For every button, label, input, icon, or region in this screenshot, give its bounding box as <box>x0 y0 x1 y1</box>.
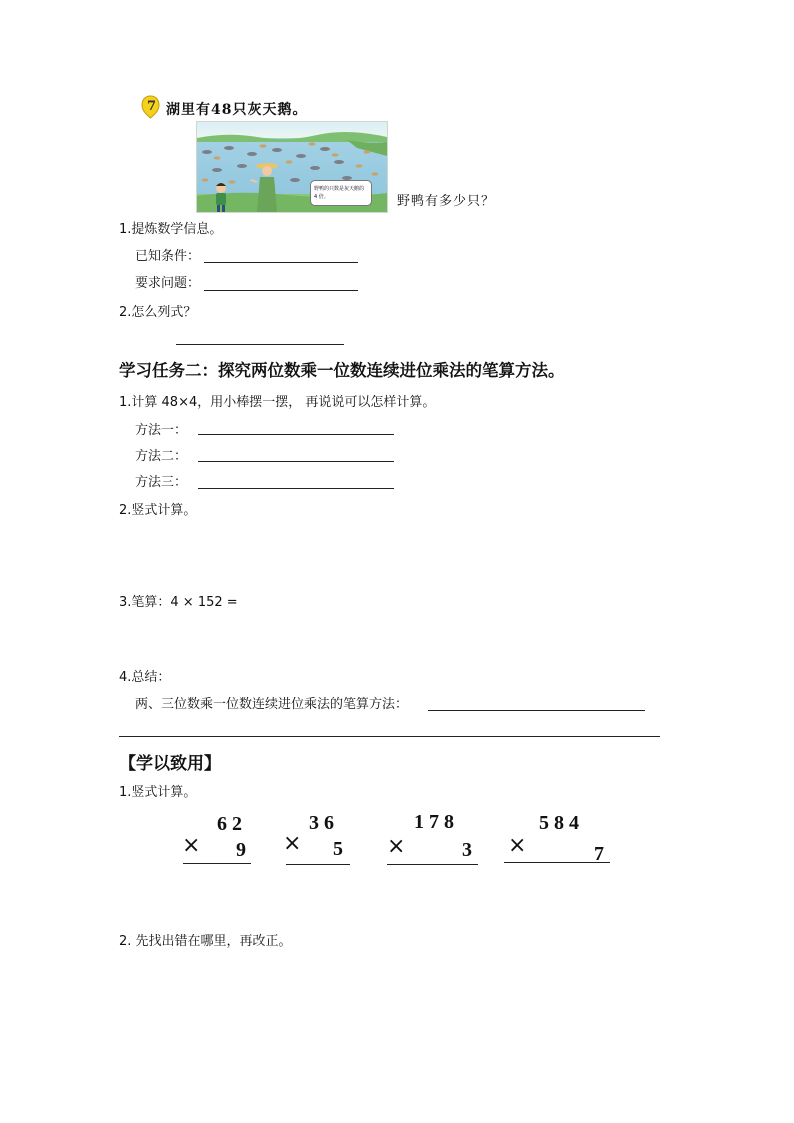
summary-label: 两、三位数乘一位数连续进位乘法的笔算方法： <box>135 697 409 712</box>
example-number: 7 <box>147 99 157 114</box>
question-asked-blank[interactable] <box>204 290 358 291</box>
method-1-label: 方法一： <box>135 423 188 438</box>
example-statement: 湖里有48只灰天鹅。 <box>166 102 308 118</box>
problem-4-times-sign: × <box>508 833 527 858</box>
problem-3-multiplicand: 1 7 8 <box>414 811 454 833</box>
apply-title: 【学以致用】 <box>119 754 221 774</box>
method-1-blank[interactable] <box>198 434 394 435</box>
question-asked-label: 要求问题： <box>135 276 201 291</box>
method-2-blank[interactable] <box>198 461 394 462</box>
problem-3-times-sign: × <box>387 834 406 859</box>
summary-blank-2[interactable] <box>119 736 660 737</box>
speech-bubble: 野鸭的只数是灰天鹅的 4 倍。 <box>310 180 372 206</box>
problem-1-answer-line[interactable] <box>183 863 251 864</box>
task2-q1: 1.计算 48×4，用小棒摆一摆， 再说说可以怎样计算。 <box>119 395 436 410</box>
task2-q3: 3.笔算：4 × 152 = <box>119 595 238 610</box>
problem-4-multiplicand: 5 8 4 <box>539 812 579 834</box>
example-number-badge <box>141 95 160 119</box>
lake-illustration <box>196 121 388 213</box>
problem-2-answer-line[interactable] <box>286 864 350 865</box>
known-conditions-label: 已知条件： <box>135 249 201 264</box>
task2-q4: 4.总结： <box>119 670 171 685</box>
method-3-label: 方法三： <box>135 475 188 490</box>
problem-2-multiplier: 5 <box>333 838 343 860</box>
problem-1-multiplicand: 6 2 <box>217 813 242 835</box>
problem-1-multiplier: 9 <box>236 839 246 861</box>
q2-how-to-write: 2.怎么列式？ <box>119 305 197 320</box>
problem-2-times-sign: × <box>283 831 302 856</box>
problem-3-answer-line[interactable] <box>387 864 478 865</box>
example-question: 野鸭有多少只？ <box>397 194 496 209</box>
method-3-blank[interactable] <box>198 488 394 489</box>
apply-q1: 1.竖式计算。 <box>119 785 197 800</box>
task2-q2: 2.竖式计算。 <box>119 503 197 518</box>
summary-blank-1[interactable] <box>428 710 645 711</box>
problem-1-times-sign: × <box>182 833 201 858</box>
method-2-label: 方法二： <box>135 449 188 464</box>
problem-3-multiplier: 3 <box>462 839 472 861</box>
expression-blank[interactable] <box>176 344 344 345</box>
q1-extract-info: 1.提炼数学信息。 <box>119 222 223 237</box>
known-conditions-blank[interactable] <box>204 262 358 263</box>
problem-4-answer-line[interactable] <box>504 862 610 863</box>
apply-q2: 2. 先找出错在哪里，再改正。 <box>119 934 292 949</box>
problem-2-multiplicand: 3 6 <box>309 812 334 834</box>
problem-4-multiplier: 7 <box>594 843 604 865</box>
task2-title: 学习任务二：探究两位数乘一位数连续进位乘法的笔算方法。 <box>119 361 565 380</box>
